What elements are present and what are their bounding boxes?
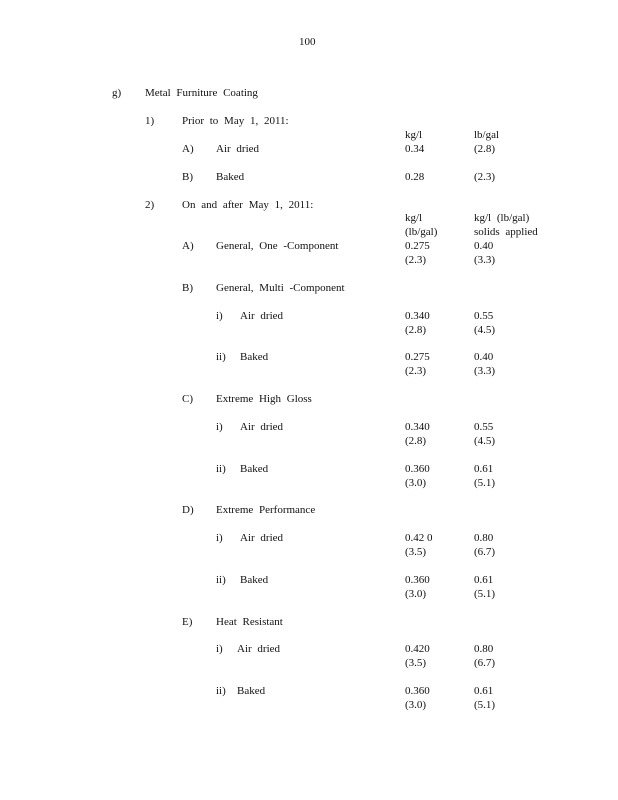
part1-col-header-2: lb/gal [474,129,500,141]
category-label: General, Multi -Component [216,282,345,294]
value-solids-kg: 0.40 [474,240,494,252]
category-marker: C) [182,393,193,405]
item-label: Baked [237,685,266,697]
part1-title: Prior to May 1, 2011: [182,115,289,127]
value-solids-lb: (4.5) [474,324,496,336]
value-solids-kg: 0.61 [474,685,494,697]
category-marker: A) [182,240,194,252]
row-label: Air dried [216,143,260,155]
value-solids-kg: 0.80 [474,643,494,655]
value-solids-lb: (6.7) [474,657,496,669]
value-solids-kg: 0.80 [474,532,494,544]
item-label: Baked [240,351,269,363]
part2-col-header-2: kg/l (lb/gal) [474,212,530,224]
item-label: Air dried [237,643,281,655]
value-lb: (3.5) [405,546,427,558]
row-value-lb: (2.8) [474,143,496,155]
item-label: Air dried [240,310,284,322]
value-lb: (2.3) [405,254,427,266]
item-label: Baked [240,463,269,475]
category-label: Extreme High Gloss [216,393,312,405]
value-solids-lb: (5.1) [474,588,496,600]
item-marker: i) [216,310,223,322]
value-kg: 0.360 [405,574,430,586]
item-marker: ii) [216,574,226,586]
value-solids-lb: (3.3) [474,365,496,377]
value-solids-kg: 0.55 [474,421,494,433]
part2-marker: 2) [145,199,155,211]
value-kg: 0.360 [405,463,430,475]
row-label: Baked [216,171,245,183]
value-solids-kg: 0.61 [474,574,494,586]
category-marker: E) [182,616,193,628]
value-lb: (3.0) [405,477,427,489]
value-lb: (2.3) [405,365,427,377]
category-marker: B) [182,282,193,294]
value-solids-kg: 0.55 [474,310,494,322]
category-label: General, One -Component [216,240,339,252]
part2-title: On and after May 1, 2011: [182,199,314,211]
part1-col-header-1: kg/l [405,129,423,141]
value-solids-lb: (3.3) [474,254,496,266]
value-solids-lb: (4.5) [474,435,496,447]
item-marker: i) [216,421,223,433]
item-marker: i) [216,643,223,655]
item-label: Air dried [240,421,284,433]
row-value-lb: (2.3) [474,171,496,183]
value-kg: 0.360 [405,685,430,697]
part2-col-header-2-sub: solids applied [474,226,538,238]
section-marker: g) [112,87,122,99]
value-solids-kg: 0.40 [474,351,494,363]
category-label: Extreme Performance [216,504,316,516]
value-kg: 0.420 [405,643,430,655]
item-marker: ii) [216,351,226,363]
value-solids-kg: 0.61 [474,463,494,475]
page-number: 100 [299,36,316,48]
item-marker: ii) [216,685,226,697]
value-solids-lb: (5.1) [474,477,496,489]
item-label: Baked [240,574,269,586]
value-kg: 0.42 0 [405,532,433,544]
value-kg: 0.340 [405,310,430,322]
row-value-kg: 0.28 [405,171,425,183]
part2-col-header-1-unit: (lb/gal) [405,226,438,238]
value-lb: (2.8) [405,435,427,447]
row-marker: B) [182,171,193,183]
part1-marker: 1) [145,115,155,127]
value-solids-lb: (5.1) [474,699,496,711]
value-lb: (3.0) [405,699,427,711]
value-kg: 0.275 [405,240,430,252]
part2-col-header-1: kg/l [405,212,423,224]
row-value-kg: 0.34 [405,143,425,155]
category-label: Heat Resistant [216,616,283,628]
item-label: Air dried [240,532,284,544]
category-marker: D) [182,504,194,516]
value-kg: 0.275 [405,351,430,363]
item-marker: ii) [216,463,226,475]
value-lb: (3.0) [405,588,427,600]
row-marker: A) [182,143,194,155]
value-solids-lb: (6.7) [474,546,496,558]
value-lb: (2.8) [405,324,427,336]
value-lb: (3.5) [405,657,427,669]
section-title: Metal Furniture Coating [145,87,258,99]
value-kg: 0.340 [405,421,430,433]
item-marker: i) [216,532,223,544]
